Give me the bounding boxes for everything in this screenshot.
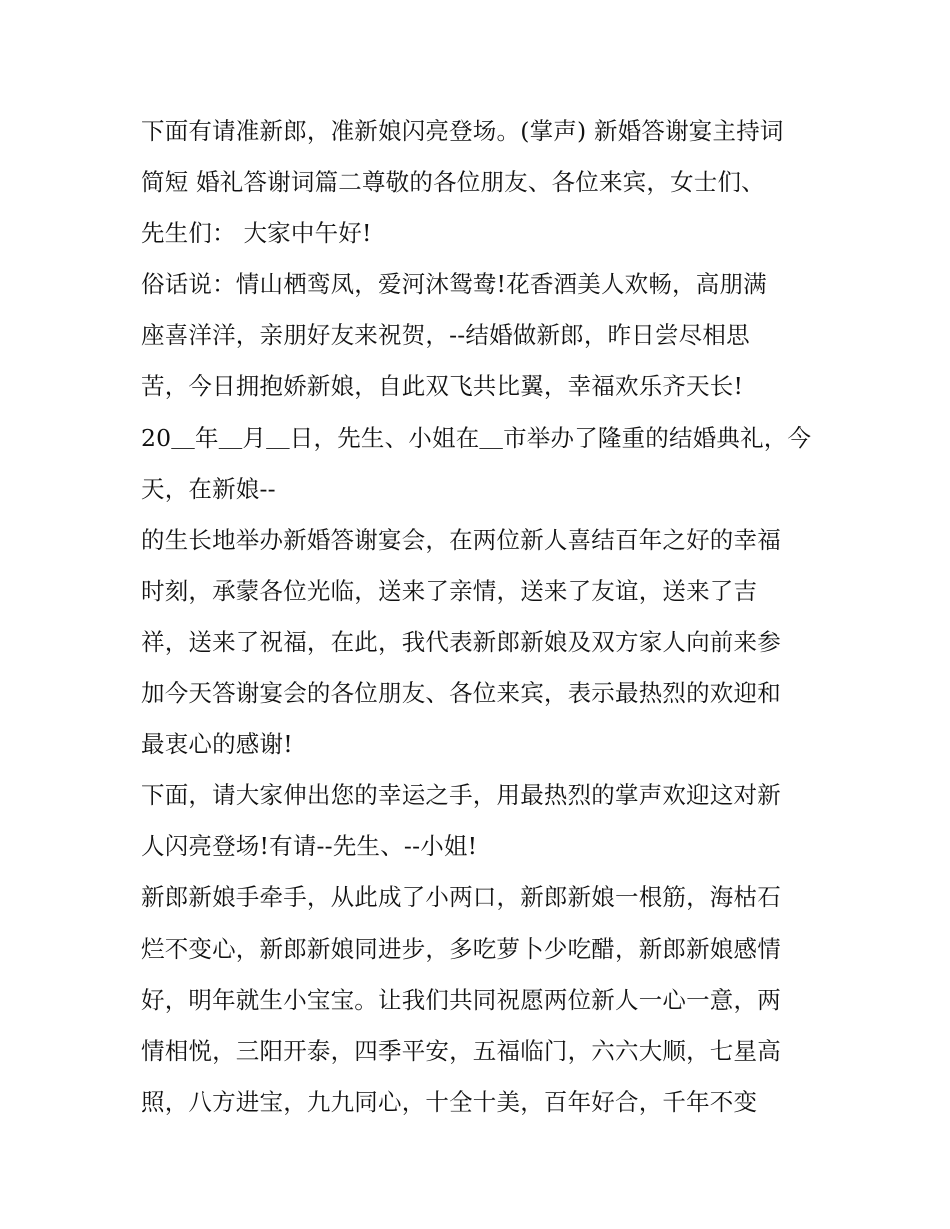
text-line: 先生们： 大家中午好! [141,219,372,248]
text-line: 俗话说：情山栖鸾凤，爱河沐鸳鸯!花香酒美人欢畅，高朋满 [141,270,767,299]
text-line: 新郎新娘手牵手，从此成了小两口，新郎新娘一根筋，海枯石 [141,883,781,912]
text-line: 祥，送来了祝福，在此，我代表新郎新娘及双方家人向前来参 [141,627,781,656]
text-line: 下面有请准新郎，准新娘闪亮登场。(掌声) 新婚答谢宴主持词 [141,117,784,145]
text-line: 最衷心的感谢! [141,730,293,759]
text-line: 照，八方进宝，九九同心，十全十美，百年好合，千年不变 [141,1087,758,1116]
text-line: 好，明年就生小宝宝。让我们共同祝愿两位新人一心一意，两 [141,985,781,1014]
text-line: 下面，请大家伸出您的幸运之手，用最热烈的掌声欢迎这对新 [141,781,781,810]
text-line: 简短 婚礼答谢词篇二尊敬的各位朋友、各位来宾，女士们、 [141,168,765,197]
text-line: 天，在新娘-- [141,474,276,503]
text-line: 座喜洋洋，亲朋好友来祝贺，--结婚做新郎，昨日尝尽相思 [141,321,750,350]
text-line: 的生长地举办新婚答谢宴会，在两位新人喜结百年之好的幸福 [141,525,781,554]
text-line: 加今天答谢宴会的各位朋友、各位来宾，表示最热烈的欢迎和 [141,679,781,708]
text-line: 情相悦，三阳开泰，四季平安，五福临门，六六大顺，七星高 [141,1036,781,1065]
text-line: 烂不变心，新郎新娘同进步，多吃萝卜少吃醋，新郎新娘感情 [141,934,781,963]
text-line: 20＿年＿月＿日，先生、小姐在＿市举办了隆重的结婚典礼，今 [141,423,812,452]
text-line: 时刻，承蒙各位光临，送来了亲情，送来了友谊，送来了吉 [141,576,758,605]
text-line: 苦，今日拥抱娇新娘，自此双飞共比翼，幸福欢乐齐天长! [141,372,744,401]
body-text [141,106,831,1128]
text-line: 人闪亮登场!有请--先生、--小姐! [141,832,478,861]
